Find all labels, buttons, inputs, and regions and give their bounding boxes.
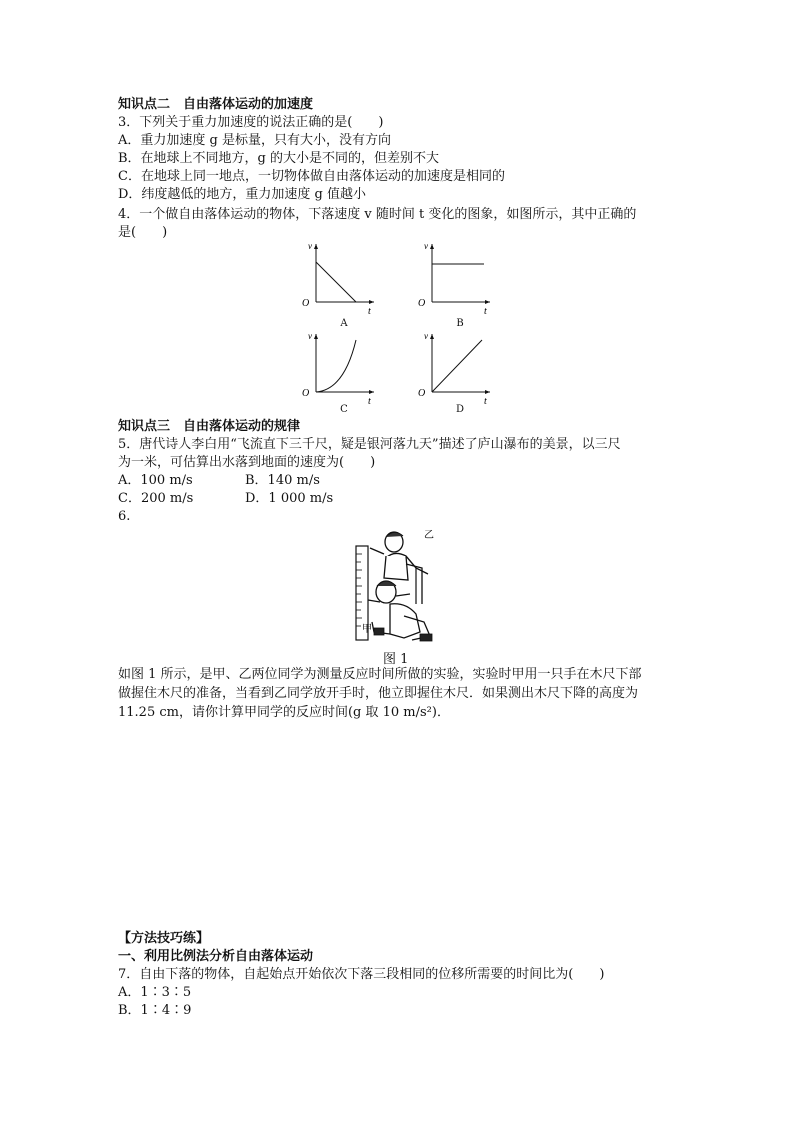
graph-b-v-label: v xyxy=(424,241,428,251)
section-heading-3: 知识点三 自由落体运动的规律 xyxy=(118,419,301,434)
q7-option-b: B．1∶4∶9 xyxy=(118,1003,192,1018)
graph-a-caption: A xyxy=(340,318,348,329)
section-heading-2: 知识点二 自由落体运动的加速度 xyxy=(118,97,314,112)
q5-option-b: B．140 m/s xyxy=(245,473,320,488)
q4-stem-line2: 是( ) xyxy=(118,225,168,240)
graph-c-t-label: t xyxy=(368,396,371,405)
graph-a-v-label: v xyxy=(308,241,312,251)
figure-label-yi: 乙 xyxy=(424,530,434,541)
q5-stem-line1: 5．唐代诗人李白用“飞流直下三千尺，疑是银河落九天”描述了庐山瀑布的美景，以三尺 xyxy=(118,437,621,452)
q7-stem: 7．自由下落的物体，自起始点开始依次下落三段相同的位移所需要的时间比为( ) xyxy=(118,967,605,982)
graph-c xyxy=(300,330,380,405)
graph-c-caption: C xyxy=(340,404,348,415)
q3-stem: 3．下列关于重力加速度的说法正确的是( ) xyxy=(118,115,384,130)
graph-a-origin: O xyxy=(302,298,310,309)
graph-b xyxy=(416,240,496,315)
methods-subheading: 一、利用比例法分析自由落体运动 xyxy=(118,949,314,964)
q6-number: 6. xyxy=(118,509,131,524)
graph-d xyxy=(416,330,496,405)
graph-c-v-label: v xyxy=(308,331,312,341)
graph-d-t-label: t xyxy=(484,396,487,405)
q3-option-d: D．纬度越低的地方，重力加速度 g 值越小 xyxy=(118,187,367,202)
q5-option-d: D．1 000 m/s xyxy=(245,491,334,506)
q3-option-b: B．在地球上不同地方，g 的大小是不同的，但差别不大 xyxy=(118,151,440,166)
q3-option-c: C．在地球上同一地点，一切物体做自由落体运动的加速度是相同的 xyxy=(118,169,505,184)
graph-d-caption: D xyxy=(455,404,465,415)
figure-label-jia: 甲 xyxy=(362,624,372,635)
q4-stem-line1: 4．一个做自由落体运动的物体，下落速度 v 随时间 t 变化的图象，如图所示，其中正确的 xyxy=(118,207,637,222)
graph-d-origin: O xyxy=(418,388,426,399)
q6-text-line2: 做握住木尺的准备，当看到乙同学放开手时，他立即握住木尺．如果测出木尺下降的高度为 xyxy=(118,686,639,701)
reaction-time-figure xyxy=(350,528,440,646)
q5-stem-line2: 为一米，可估算出水落到地面的速度为( ) xyxy=(118,455,376,470)
graph-b-t-label: t xyxy=(484,306,487,315)
methods-heading: 【方法技巧练】 xyxy=(118,931,210,946)
graph-d-v-label: v xyxy=(424,331,428,341)
graph-a xyxy=(300,240,380,315)
graph-a-t-label: t xyxy=(368,306,371,315)
graph-b-origin: O xyxy=(418,298,426,309)
q5-option-a: A．100 m/s xyxy=(118,473,193,488)
q6-text-line3: 11.25 cm，请你计算甲同学的反应时间(g 取 10 m/s²)． xyxy=(118,705,450,720)
graph-c-origin: O xyxy=(302,388,310,399)
figure-caption: 图 1 xyxy=(383,652,409,667)
graph-b-caption: B xyxy=(456,318,464,329)
q5-option-c: C．200 m/s xyxy=(118,491,194,506)
q7-option-a: A．1∶3∶5 xyxy=(118,985,192,1000)
q6-text-line1: 如图 1 所示，是甲、乙两位同学为测量反应时间所做的实验，实验时甲用一只手在木尺下部 xyxy=(118,667,642,682)
q3-option-a: A．重力加速度 g 是标量，只有大小，没有方向 xyxy=(118,133,391,148)
